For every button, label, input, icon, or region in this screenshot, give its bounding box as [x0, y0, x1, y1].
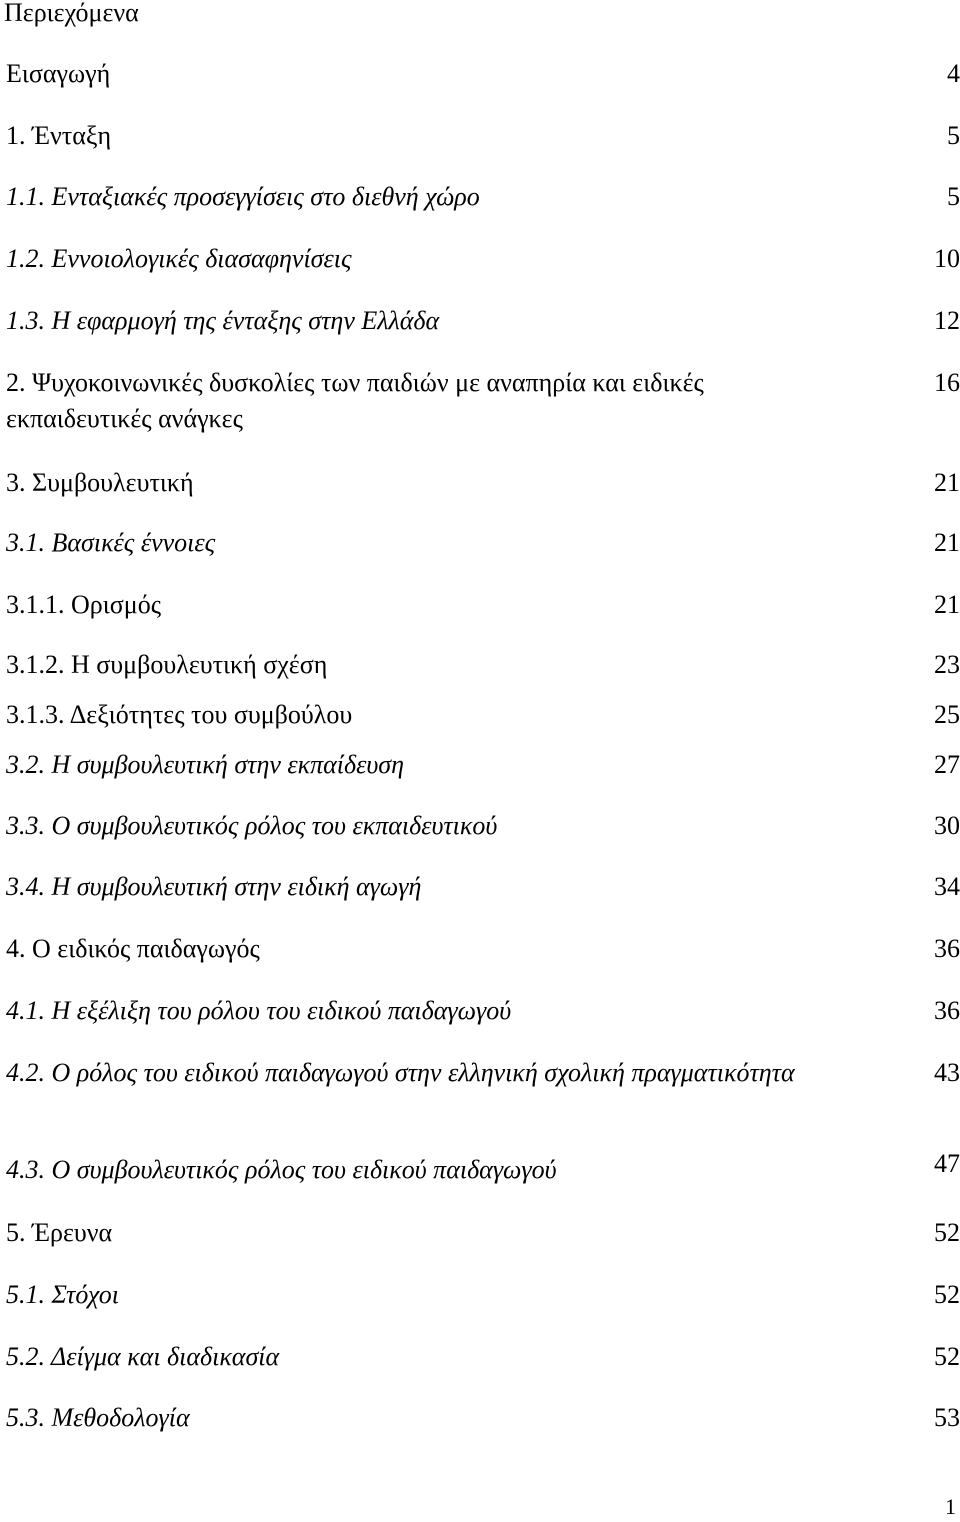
toc-entry-1[interactable] — [6, 118, 960, 154]
toc-entry-page: 52 — [934, 1218, 960, 1247]
toc-entry-3-4[interactable] — [6, 869, 960, 905]
toc-entry-page: 23 — [934, 650, 960, 679]
toc-entry-page: 16 — [934, 368, 960, 397]
toc-entry-3-1[interactable] — [6, 525, 960, 561]
toc-title: Περιεχόμενα — [4, 0, 139, 27]
toc-entry-label: 5.2. Δείγμα και διαδικασία — [6, 1342, 280, 1371]
toc-entry-label: 4. Ο ειδικός παιδαγωγός — [6, 934, 260, 963]
toc-entry-page: 10 — [934, 244, 960, 273]
toc-entry-3[interactable] — [6, 465, 960, 501]
toc-entry-page: 53 — [934, 1403, 960, 1432]
toc-entry-1-3[interactable] — [6, 303, 960, 339]
toc-entry-page: 27 — [934, 750, 960, 779]
toc-entry-page: 34 — [934, 872, 960, 901]
toc-entry-label: 3.1.3. Δεξιότητες του συμβούλου — [6, 700, 353, 729]
toc-entry-3-1-2[interactable] — [6, 647, 960, 683]
toc-entry-3-1-1[interactable] — [6, 587, 960, 623]
toc-entry-intro[interactable] — [6, 56, 960, 92]
toc-entry-label: 3.1. Βασικές έννοιες — [6, 528, 216, 557]
page-number: 1 — [945, 1494, 956, 1519]
toc-entry-label: 5. Έρευνα — [6, 1218, 113, 1247]
toc-entry-label: 3.2. Η συμβουλευτική στην εκπαίδευση — [6, 750, 404, 779]
toc-entry-label: 1.3. Η εφαρμογή της ένταξης στην Ελλάδα — [6, 306, 440, 335]
toc-entry-label: 1.1. Ενταξιακές προσεγγίσεις στο διεθνή χώρο — [6, 182, 480, 211]
toc-entry-page: 52 — [934, 1280, 960, 1309]
toc-entry-4[interactable] — [6, 931, 960, 967]
toc-entry-page: 36 — [934, 934, 960, 963]
toc-entry-label: 5.3. Μεθοδολογία — [6, 1403, 190, 1432]
toc-entry-page: 52 — [934, 1342, 960, 1371]
toc-entry-label: 3.3. Ο συμβουλευτικός ρόλος του εκπαιδευτικού — [6, 811, 498, 840]
toc-entry-label: 3. Συμβουλευτική — [6, 468, 194, 497]
toc-entry-page: 43 — [934, 1058, 960, 1087]
toc-entry-label: 5.1. Στόχοι — [6, 1280, 119, 1309]
toc-entry-label: 4.2. Ο ρόλος του ειδικού παιδαγωγού στην ελληνική σχολική πραγματικότητα — [6, 1058, 795, 1087]
toc-entry-5[interactable] — [6, 1215, 960, 1251]
toc-entry-2[interactable] — [6, 365, 960, 437]
toc-entry-page: 5 — [947, 121, 960, 150]
toc-entry-page: 5 — [947, 182, 960, 211]
toc-entry-label: Εισαγωγή — [6, 59, 111, 88]
toc-entry-page: 21 — [934, 468, 960, 497]
toc-entry-3-2[interactable] — [6, 747, 960, 783]
toc-entry-page: 47 — [934, 1149, 960, 1178]
toc-entry-5-3[interactable] — [6, 1400, 960, 1436]
toc-entry-label: 4.3. Ο συμβουλευτικός ρόλος του ειδικού παιδαγωγού — [6, 1155, 557, 1184]
toc-entry-page: 12 — [934, 306, 960, 335]
toc-entry-label: 3.4. Η συμβουλευτική στην ειδική αγωγή — [6, 872, 422, 901]
toc-entry-5-2[interactable] — [6, 1339, 960, 1375]
toc-entry-label: 3.1.1. Ορισμός — [6, 590, 161, 619]
toc-entry-label: 1.2. Εννοιολογικές διασαφηνίσεις — [6, 244, 352, 273]
toc-entry-label: 1. Ένταξη — [6, 121, 112, 150]
toc-entry-3-3[interactable] — [6, 808, 960, 844]
toc-entry-page: 4 — [947, 59, 960, 88]
toc-entry-4-1[interactable] — [6, 993, 960, 1029]
toc-entry-label: 3.1.2. Η συμβουλευτική σχέση — [6, 650, 328, 679]
toc-entry-page: 30 — [934, 811, 960, 840]
toc-entry-3-1-3[interactable] — [6, 697, 960, 733]
toc-entry-4-2[interactable] — [6, 1055, 960, 1091]
toc-entry-page: 21 — [934, 590, 960, 619]
toc-entry-page: 25 — [934, 700, 960, 729]
toc-entry-5-1[interactable] — [6, 1277, 960, 1313]
toc-entry-1-1[interactable] — [6, 179, 960, 215]
toc-entry-label: 4.1. Η εξέλιξη του ρόλου του ειδικού παιδαγωγού — [6, 996, 512, 1025]
toc-entry-1-2[interactable] — [6, 241, 960, 277]
toc-entry-4-3[interactable] — [6, 1149, 960, 1188]
toc-entry-page: 21 — [934, 528, 960, 557]
toc-entry-label: 2. Ψυχοκοινωνικές δυσκολίες των παιδιών με αναπηρία και ειδικές εκπαιδευτικές ανάγκες — [6, 368, 704, 433]
toc-entry-page: 36 — [934, 996, 960, 1025]
